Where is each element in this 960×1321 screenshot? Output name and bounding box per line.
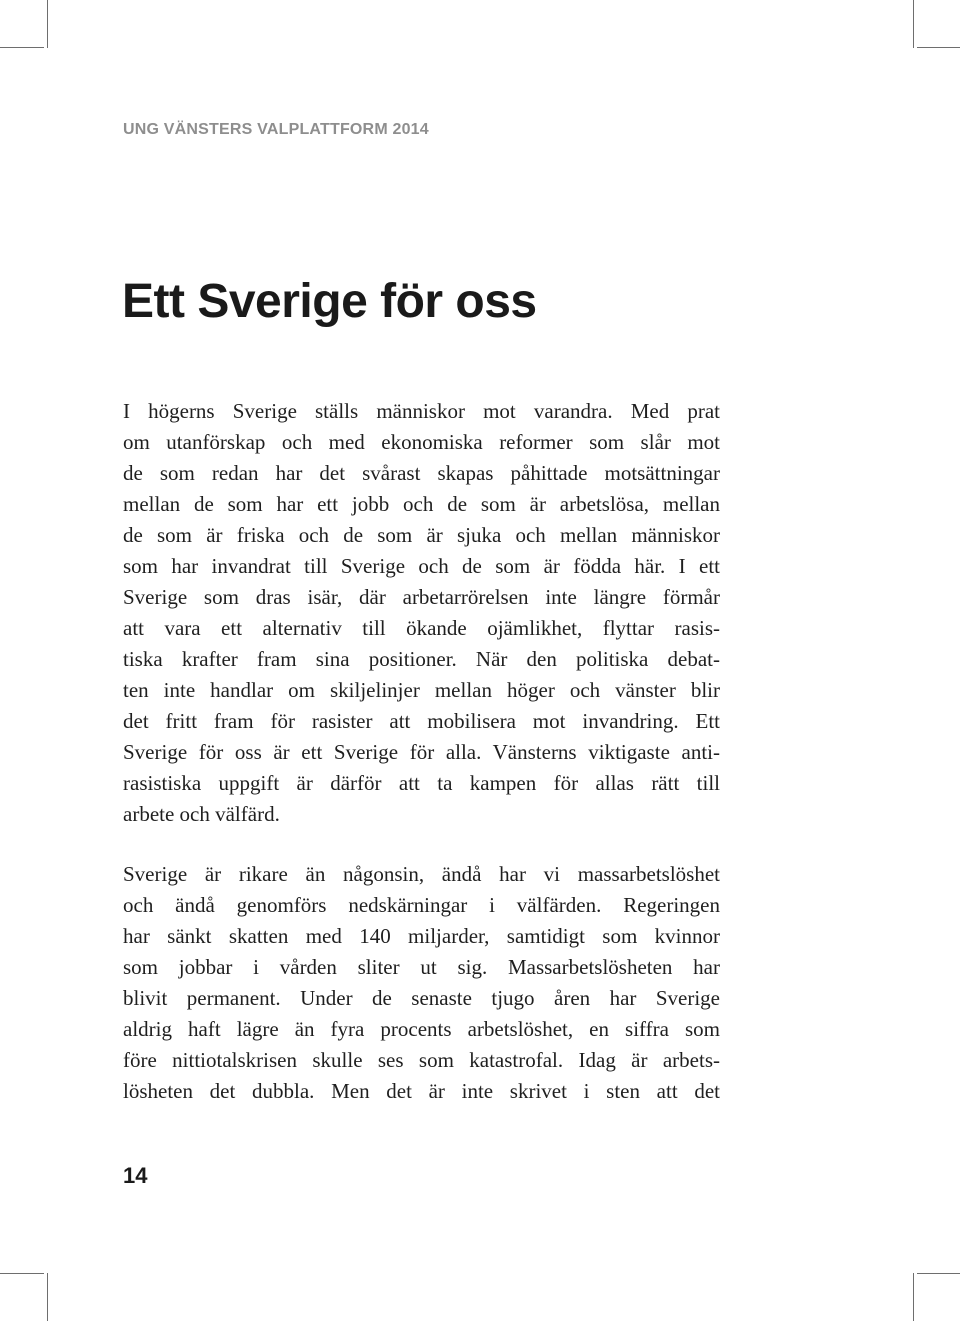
running-header: UNG VÄNSTERS VALPLATTFORM 2014 xyxy=(123,121,429,138)
crop-mark-bottom-left-vertical xyxy=(47,1273,48,1321)
paragraph-line: de som är friska och de som är sjuka och mellan människor xyxy=(123,523,720,547)
paragraph-line: de som redan har det svårast skapas påhittade motsättningar xyxy=(123,461,720,485)
paragraph-line: före nittiotalskrisen skulle ses som katastrofal. Idag är arbets- xyxy=(123,1048,720,1072)
crop-mark-bottom-left-horizontal xyxy=(0,1273,44,1274)
paragraph-line: rasistiska uppgift är därför att ta kampen för allas rätt till xyxy=(123,771,720,795)
paragraph-line: blivit permanent. Under de senaste tjugo åren har Sverige xyxy=(123,986,720,1010)
crop-mark-bottom-right-horizontal xyxy=(917,1273,960,1274)
paragraph-line: att vara ett alternativ till ökande ojämlikhet, flyttar rasis- xyxy=(123,616,720,640)
paragraph-line: det fritt fram för rasister att mobilisera mot invandring. Ett xyxy=(123,709,720,733)
paragraph-line: har sänkt skatten med 140 miljarder, samtidigt som kvinnor xyxy=(123,924,720,948)
paragraph-line: I högerns Sverige ställs människor mot varandra. Med prat xyxy=(123,399,720,423)
paragraph-line: om utanförskap och med ekonomiska reformer som slår mot xyxy=(123,430,720,454)
paragraph-line: som har invandrat till Sverige och de som är födda här. I ett xyxy=(123,554,720,578)
paragraph-2 xyxy=(123,859,720,1107)
paragraph-line: tiska krafter fram sina positioner. När den politiska debat- xyxy=(123,647,720,671)
paragraph-line: och ändå genomförs nedskärningar i välfärden. Regeringen xyxy=(123,893,720,917)
page-number: 14 xyxy=(123,1163,148,1188)
crop-mark-top-left-horizontal xyxy=(0,47,44,48)
paragraph-line: ten inte handlar om skiljelinjer mellan höger och vänster blir xyxy=(123,678,720,702)
paragraph-line: lösheten det dubbla. Men det är inte skrivet i sten att det xyxy=(123,1079,720,1103)
paragraph-1 xyxy=(123,396,720,830)
paragraph-line: arbete och välfärd. xyxy=(123,802,280,826)
paragraph-line: aldrig haft lägre än fyra procents arbetslöshet, en siffra som xyxy=(123,1017,720,1041)
paragraph-line: Sverige för oss är ett Sverige för alla. Vänsterns viktigaste anti- xyxy=(123,740,720,764)
page-title: Ett Sverige för oss xyxy=(122,275,537,328)
crop-mark-top-right-vertical xyxy=(913,0,914,48)
crop-mark-bottom-right-vertical xyxy=(913,1273,914,1321)
crop-mark-top-right-horizontal xyxy=(917,47,960,48)
paragraph-line: Sverige som dras isär, där arbetarrörelsen inte längre förmår xyxy=(123,585,720,609)
crop-mark-top-left-vertical xyxy=(47,0,48,48)
paragraph-line: som jobbar i vården sliter ut sig. Massarbetslösheten har xyxy=(123,955,720,979)
paragraph-line: Sverige är rikare än någonsin, ändå har vi massarbetslöshet xyxy=(123,862,720,886)
paragraph-line: mellan de som har ett jobb och de som är arbetslösa, mellan xyxy=(123,492,720,516)
